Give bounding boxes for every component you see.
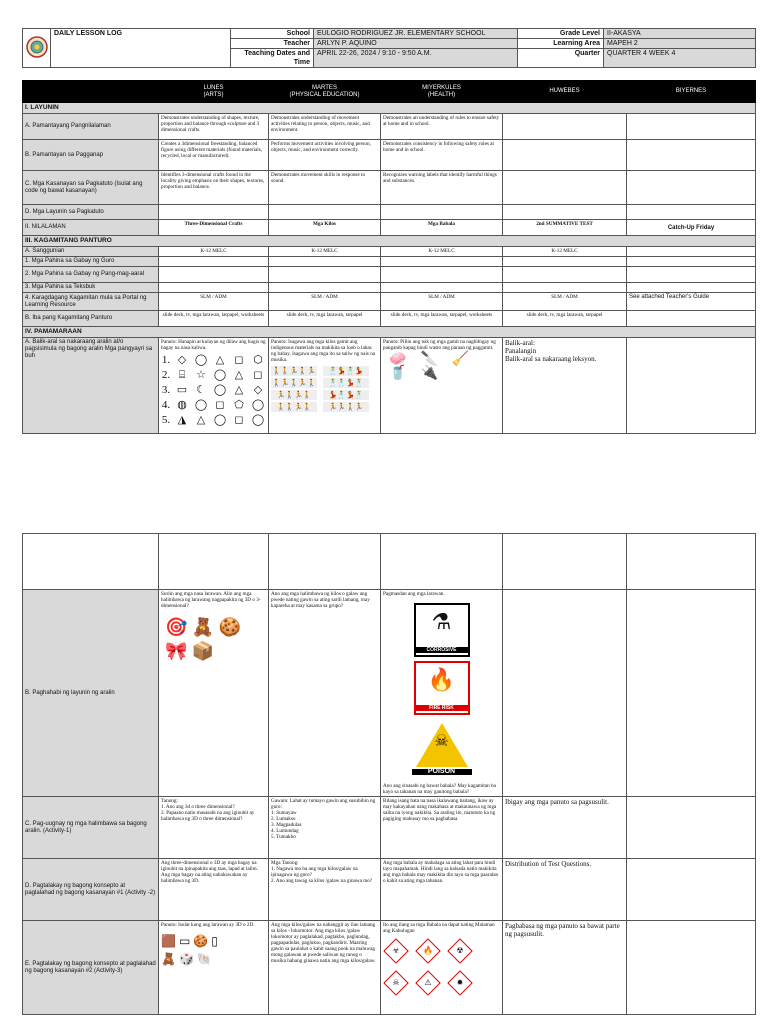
teacher-value: ARLYN P. AQUINO — [314, 39, 518, 49]
fire-risk-sign: 🔥 FIRE RISK — [414, 661, 470, 715]
quarter-label: Quarter — [518, 49, 604, 68]
dates-label: Teaching Dates and Time — [231, 49, 314, 68]
section-layunin: I. LAYUNIN — [23, 103, 756, 114]
sample-objects: 🎯 🧸 🍪 🎀 📦 — [165, 617, 242, 661]
plug-icon: 🔌 — [420, 366, 438, 381]
row-iba-pa: B. Iba pang Kagamitang Panturo slide deck, tv, mga larawan, tarpapel, worksheets slide deck, tv, mga larawan, tarpapel slide deck, tv, mga larawan, tarpapel, worksheets slide deck, tv, mga larawan, tarpapel — [23, 311, 756, 327]
row-gabay-guro: 1. Mga Pahina sa Gabay ng Guro — [23, 257, 756, 267]
row-pagtalakay-2: E. Pagtalakay ng bagong konsepto at paglalahad ng bagong kasanayan #2 (Activity-3) Panuto: Isulat kung ang larawan ay 3D o 2D. 🟫 ▭ 🍪 ▯ 🧸 🎲 🐚 Ang mga kilos/galaw na nabanggit ay ilan lamang sa kilos - lokomotor. Ang mga kilos /galaw lokomotor ay paglalakad, pagtakbo, paglundag, pagpapadulas, paglukso, pagkandirit. Maaring gawin sa paulahat o kahit saang pook na maluwag mong galawan at pwede saliwan ng tunog o musika habang ginawa natin ang mga kilos/galaw. Ito ang ilang sa mga Babala na dapat nating Malaman ang Kahulugan ☣ 🔥 ☢ ☠ ⚠ ✹ Pagbabasa ng mga panuto sa bawat parte ng pagsusulit. — [23, 921, 756, 1015]
section-kagamitan: III. KAGAMITANG PANTURO — [23, 236, 756, 247]
school-label: School — [231, 29, 314, 39]
lesson-log-page-1 — [22, 28, 756, 434]
doc-title: DAILY LESSON LOG — [51, 29, 231, 68]
row-gabay-mag-aaral: 2. Mga Pahina sa Gabay ng Pang-mag-aaral — [23, 267, 756, 283]
flat-iron-icon: 🧹 — [451, 352, 470, 367]
3d-2d-items: 🟫 ▭ 🍪 ▯ 🧸 🎲 🐚 — [161, 934, 218, 966]
learning-area-value: MAPEH 2 — [604, 39, 756, 49]
row-nilalaman: II. NILALAMAN Three-Dimensional Crafts Mga Kilos Mga Babala 2nd SUMMATIVE TEST Catch-Up Friday — [23, 220, 756, 236]
lesson-table-1 — [22, 80, 756, 434]
row-mga-kasanayan: C. Mga Kasanayan sa Pagkatuto (Isulat ang code ng bawat kasanayan) Identifies 3-dimensional crafts found in the locality giving emphasis on their shapes, textures, proportion and balance. Demonstrates movement skills in response to sound. Recognizes warning labels that identify harmful things and substances. — [23, 171, 756, 205]
day-header-blank — [23, 81, 159, 103]
knife-icon: 🔪 — [420, 352, 438, 367]
hazard-items — [383, 352, 500, 381]
row-balik-aral: A. Balik-aral sa nakaraang aralin at/o pagsisimula ng bagong aralin Mga pangyayri sa buh Panuto: Hanapin at kulayan ng dilaw ang hugis ng bagay na nasa kaliwa. 1. ◇ ◯ △ ◻ ⬡ 2. ⌸ ☆ ◯ △ ◻ 3. ▭ ☾ ◯ △ ◇ 4. ◍ ◯ ◻ ⬠ ◯ 5. ◮ △ ◯ ◻ ◯ Panuto: Isagawa ang mga kilos gamit ang indigenous materials na makikita sa loob o labas ng bahay. Isagawa ang mga ito sa saliw ng nais na musika. 🚶🚶🏃🚶🏃 🕺💃🕺💃 🚶🏃🚶🏃🚶 🕺🕺💃🕺 🏃🚶🏃🚶 💃🕺💃🕺 🚶🚶🏃🚶 🏃🏃🚶🏃 Panuto: Piliin ang tsik ng mga gamit na nagbibigay ng panganib kapag hindi wasto ang paraan ng paggamit. 🧼 🔪 🧹 🥤 🔌 Balik-aral: Panalangin Balik-aral sa nakaraang leksyon. — [23, 338, 756, 434]
row-pamantayan-sa-pagganap: B. Pamantayan sa Pagganap Creates a 3dimensional freestanding, balanced figure using different materials (found materials, recycled, local or manufactured). Performs movement activities involving person, objects, music, and environment correctly. Demonstrates consistency in following safety rules at home and in school. — [23, 140, 756, 171]
learning-area-label: Learning Area — [518, 39, 604, 49]
header-table — [22, 28, 756, 68]
lesson-log-page-2 — [22, 533, 756, 1015]
row-pamantayang-pangnilalaman: A. Pamantayang Pangnilalaman Demonstrates understanding of shapes, texture, proportion and balance through sculpture and 3 dimensional crafts. Demonstrates understanding of movement activities relating to person, objects, music, and environment. Demonstrates an understanding of rules to ensure safety at home and in school. — [23, 114, 756, 140]
lesson-table-2 — [22, 533, 756, 1015]
section-pamamaraan: IV. PAMAMARAAN — [23, 327, 756, 338]
day-martes: MARTES (PHYSICAL EDUCATION) — [269, 81, 381, 103]
movement-figures: 🚶🚶🏃🚶🏃 🕺💃🕺💃 🚶🏃🚶🏃🚶 🕺🕺💃🕺 🏃🚶🏃🚶 💃🕺💃🕺 🚶🚶🏃🚶 🏃🏃🚶🏃 — [271, 366, 378, 412]
day-huwebes: HUWEBES — [503, 81, 627, 103]
row-mga-layunin: D. Mga Layunin sa Pagkatuto — [23, 205, 756, 220]
day-biyernes: BIYERNES — [627, 81, 756, 103]
teacher-label: Teacher — [231, 39, 314, 49]
grade-level-value: II-AKASYA — [604, 29, 756, 39]
quarter-value: QUARTER 4 WEEK 4 — [604, 49, 756, 68]
poison-sign: ☠ POISON — [412, 723, 472, 777]
day-miyerkules: MIYERKULES (HEALTH) — [381, 81, 503, 103]
blender-icon: 🥤 — [389, 366, 407, 381]
dates-value: APRIL 22-26, 2024 / 9:10 - 9:50 A.M. — [314, 49, 518, 68]
ghs-symbols: ☣ 🔥 ☢ ☠ ⚠ ✹ — [383, 938, 500, 996]
shapes-worksheet: 1. ◇ ◯ △ ◻ ⬡ 2. ⌸ ☆ ◯ △ ◻ 3. ▭ ☾ ◯ △ ◇ 4. ◍ ◯ ◻ ⬠ ◯ 5. ◮ △ ◯ ◻ ◯ — [161, 354, 265, 426]
row-paghahabi: B. Paghahabi ng layunin ng aralin Suriin ang mga nasa larawan. Alin ang mga halimbawa ng larawang nagpapakita ng 3D o 3- dimensional? 🎯 🧸 🍪 🎀 📦 Ano ang mga halimbawa ng kilos o galaw ang pwede nating gawin sa ating sarili lamang, may kapareha at may kasama sa grupo? Pagmasdan ang mga larawan. ⚗ CORROSIVE 🔥 FIRE RISK ☠ POISON Ano ang sinasabi ng bawat babala? May kagamitan ba kayo sa tahanan na may ganitong babala? — [23, 590, 756, 797]
row-teksbuk: 3. Mga Pahina sa Teksbuk — [23, 283, 756, 293]
day-header-row — [23, 81, 756, 103]
day-lunes: LUNES (ARTS) — [159, 81, 269, 103]
corrosive-sign: ⚗ CORROSIVE — [414, 603, 470, 657]
school-seal — [23, 29, 51, 68]
seal-icon — [26, 36, 48, 58]
row-blank-top — [23, 534, 756, 590]
row-portal: 4. Karagdagang Kagamitan mula sa Portal ng Learning Resource SLM / ADM SLM / ADM SLM / ADM SLM / ADM See attached Teacher's Guide — [23, 293, 756, 311]
row-pagtalakay-1: D. Pagtalakay ng bagong konsepto at paglalahad ng bagong kasanayan #1 (Activity -2) Ang three-dimensional o 3D ay mga bagay na iginuhit na ipinapakita ang taas, lapad at lalim. Ang mga bagay na ating nahahawakan ay halimbawa ng 3D. Mga Tanong: 1. Nagawa mo ba ang mga kilos/galaw na ipinagawa ng guro? 2. Ano ang tawag sa kilos /galaw na ginawa mo? Ang mga babala ay mahalaga sa ating lahat para hindi tayo mapahamak. Hindi lang sa kalsada natin makikita ang mga babala may makikita din tayo sa mga paaralan o kahit sa ating mga tahanan. Distribution of Test Questions. — [23, 859, 756, 921]
row-pag-uugnay: C. Pag-uugnay ng mga halimbawa sa bagong aralin. (Activity-1) Tanong: 1. Ano ang 3d o three dimensional? 2. Papaano natin masasabi na ang iginuhit ay halimbawa ng 3D o three dimensional? Gawain: Lahat ay tumayo gawin ang susubihin ng guro: 1. Sumayaw 2. Lumakso 3. Magpadulas 4. Lumundag 5. Tumakbo Bilang isang bata na nasa ikalawang baitang, ikaw ay may kakayahan nang makabasa at makaunawa ng mga salita na iyong nakikita. Sa araling ito, matututo ka ng pagiging mabusay mo sa pagbabasa. Ibigay ang mga panuto sa pagsusulit. — [23, 797, 756, 859]
grade-level-label: Grade Level — [518, 29, 604, 39]
school-value: EULOGIO RODRIGUEZ JR. ELEMENTARY SCHOOL — [314, 29, 518, 39]
iron-icon: 🧼 — [389, 352, 407, 367]
row-sanggunian: A. Sanggunian K-12 MELC K-12 MELC K-12 MELC K-12 MELC — [23, 247, 756, 257]
